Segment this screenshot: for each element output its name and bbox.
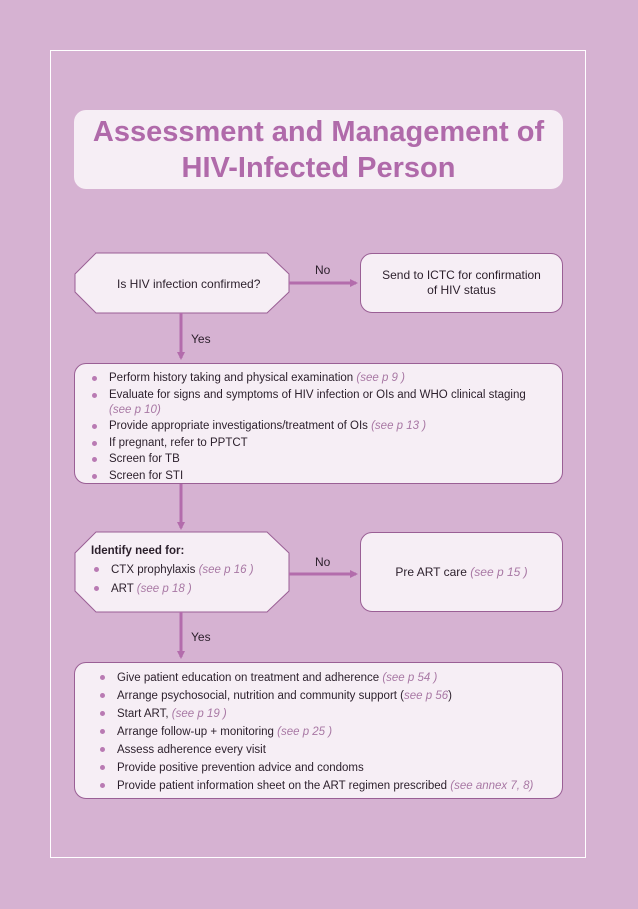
title-line-1: Assessment and Management of xyxy=(92,115,545,148)
page-reference: (see p 16 ) xyxy=(198,564,254,576)
title-line-2: HIV-Infected Person xyxy=(181,151,456,184)
pre-art-care-label: Pre ART care xyxy=(395,564,471,579)
management-item: Provide patient information sheet on the ART regimen prescribed (see annex 7, 8) xyxy=(97,777,552,795)
management-list xyxy=(97,669,552,795)
assessment-item: Screen for STI xyxy=(89,468,552,485)
decision-1-yes-label: Yes xyxy=(191,332,211,346)
decision-2-heading: Identify need for: xyxy=(91,545,185,557)
assessment-item: Perform history taking and physical examination (see p 9 ) xyxy=(89,370,552,387)
page-reference: (see p 10) xyxy=(109,404,161,416)
decision-2-yes-label: Yes xyxy=(191,630,211,644)
ictc-referral-line-2: of HIV status xyxy=(427,283,496,297)
page-reference: (see p 18 ) xyxy=(136,583,192,595)
management-item: Provide positive prevention advice and condoms xyxy=(97,759,552,777)
assessment-item: Screen for TB xyxy=(89,451,552,468)
assessment-box xyxy=(74,363,563,484)
assessment-item: If pregnant, refer to PPTCT xyxy=(89,435,552,452)
page-reference: (see p 19 ) xyxy=(171,708,227,720)
need-item: ART (see p 18 ) xyxy=(91,580,254,599)
management-item: Arrange psychosocial, nutrition and community support (see p 56) xyxy=(97,687,552,705)
decision-2-content xyxy=(91,545,254,599)
assessment-item: Evaluate for signs and symptoms of HIV infection or OIs and WHO clinical staging xyxy=(89,387,552,404)
page-reference: see p 56 xyxy=(404,690,449,702)
pre-art-care-box xyxy=(360,532,563,612)
page-reference: (see annex 7, 8) xyxy=(450,780,534,792)
assessment-list xyxy=(89,370,552,484)
page-reference: (see p 13 ) xyxy=(371,420,427,432)
management-item: Start ART, (see p 19 ) xyxy=(97,705,552,723)
page-reference: (see p 15 ) xyxy=(470,564,528,579)
decision-2-no-label: No xyxy=(315,555,331,569)
decision-1-no-label: No xyxy=(315,263,331,277)
page-reference: (see p 54 ) xyxy=(382,672,438,684)
page-reference: (see p 25 ) xyxy=(277,726,333,738)
ictc-referral-line-1: Send to ICTC for confirmation xyxy=(382,268,541,282)
management-box xyxy=(74,662,563,799)
ictc-referral-box xyxy=(360,253,563,313)
management-item: Assess adherence every visit xyxy=(97,741,552,759)
decision-1-question: Is HIV infection confirmed? xyxy=(117,277,261,291)
decision-2-list xyxy=(91,561,254,599)
assessment-item: Provide appropriate investigations/treatment of OIs (see p 13 ) xyxy=(89,418,552,435)
management-item: Give patient education on treatment and adherence (see p 54 ) xyxy=(97,669,552,687)
management-item: Arrange follow-up + monitoring (see p 25 ) xyxy=(97,723,552,741)
need-item: CTX prophylaxis (see p 16 ) xyxy=(91,561,254,580)
page-reference: (see p 9 ) xyxy=(356,372,405,384)
